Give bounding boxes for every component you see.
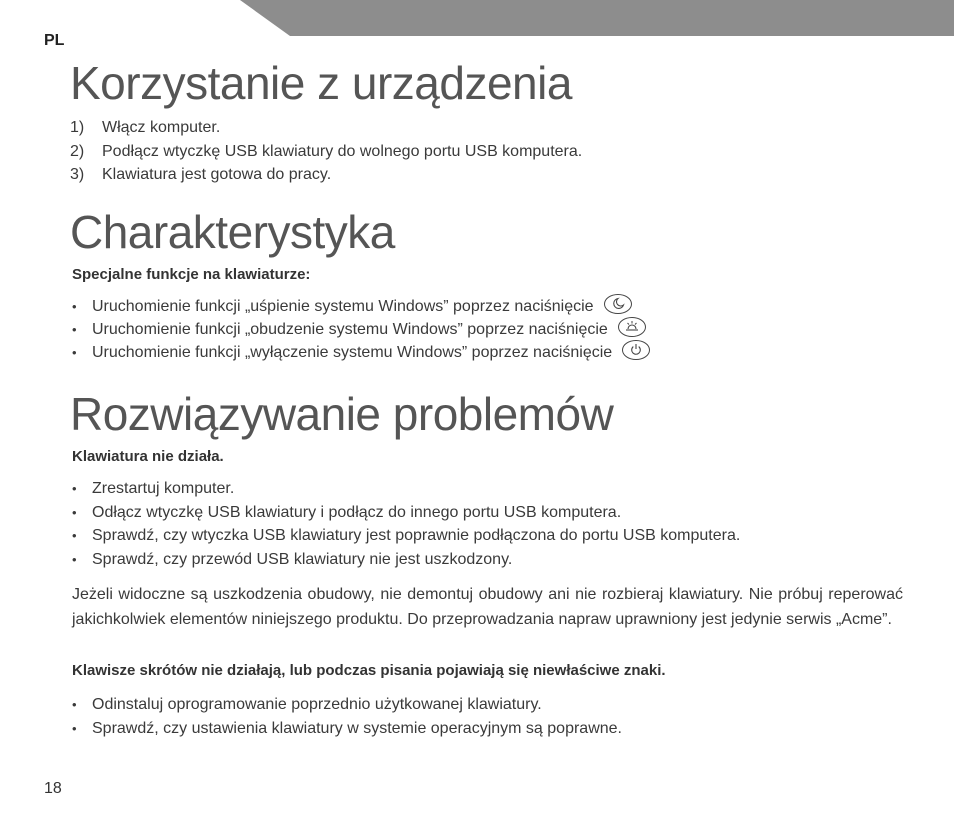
usage-steps-list bbox=[70, 116, 582, 187]
list-item: • Sprawdź, czy przewód USB klawiatury nie jest uszkodzony. bbox=[72, 548, 740, 572]
list-item: • Odłącz wtyczkę USB klawiatury i podłącz do innego portu USB komputera. bbox=[72, 501, 740, 525]
section-title-troubleshooting: Rozwiązywanie problemów bbox=[70, 388, 614, 440]
section-title-usage: Korzystanie z urządzenia bbox=[70, 57, 572, 109]
troubleshooting-list-2 bbox=[72, 693, 622, 740]
list-item: • Zrestartuj komputer. bbox=[72, 477, 740, 501]
list-item: • Uruchomienie funkcji „wyłączenie systemu Windows” poprzez naciśnięcie bbox=[72, 341, 650, 364]
list-item: • Uruchomienie funkcji „obudzenie systemu Windows” poprzez naciśnięcie bbox=[72, 318, 650, 341]
features-list bbox=[72, 295, 650, 364]
list-item: • Sprawdź, czy wtyczka USB klawiatury jest poprawnie podłączona do portu USB komputera. bbox=[72, 524, 740, 548]
list-item: • Odinstaluj oprogramowanie poprzednio użytkowanej klawiatury. bbox=[72, 693, 622, 717]
wake-icon bbox=[618, 317, 646, 337]
troubleshooting-list-1 bbox=[72, 477, 740, 571]
power-icon bbox=[622, 340, 650, 360]
list-item: 2) Podłącz wtyczkę USB klawiatury do wolnego portu USB komputera. bbox=[70, 142, 583, 160]
troubleshooting-subtitle-1: Klawiatura nie działa. bbox=[72, 448, 224, 465]
section-title-features: Charakterystyka bbox=[70, 206, 395, 258]
list-item: • Uruchomienie funkcji „uśpienie systemu Windows” poprzez naciśnięcie bbox=[72, 295, 650, 318]
list-item: 1) Włącz komputer. bbox=[70, 119, 221, 136]
header-bar bbox=[240, 0, 954, 36]
warning-paragraph: Jeżeli widoczne są uszkodzenia obudowy, nie demontuj obudowy ani nie rozbieraj klawiatury. Nie próbuj reperować jakichkolwiek elementów niniejszego produktu. Do przeprowadzania napraw uprawniony jest jedynie serwis „Acme”. bbox=[72, 586, 903, 628]
sleep-icon bbox=[604, 294, 632, 314]
list-item: • Sprawdź, czy ustawienia klawiatury w systemie operacyjnym są poprawne. bbox=[72, 717, 622, 741]
page-number: 18 bbox=[44, 780, 62, 797]
troubleshooting-subtitle-2: Klawisze skrótów nie działają, lub podczas pisania pojawiają się niewłaściwe znaki. bbox=[72, 662, 666, 679]
language-code: PL bbox=[44, 32, 65, 49]
features-subtitle: Specjalne funkcje na klawiaturze: bbox=[72, 266, 311, 283]
list-item: 3) Klawiatura jest gotowa do pracy. bbox=[70, 166, 332, 183]
